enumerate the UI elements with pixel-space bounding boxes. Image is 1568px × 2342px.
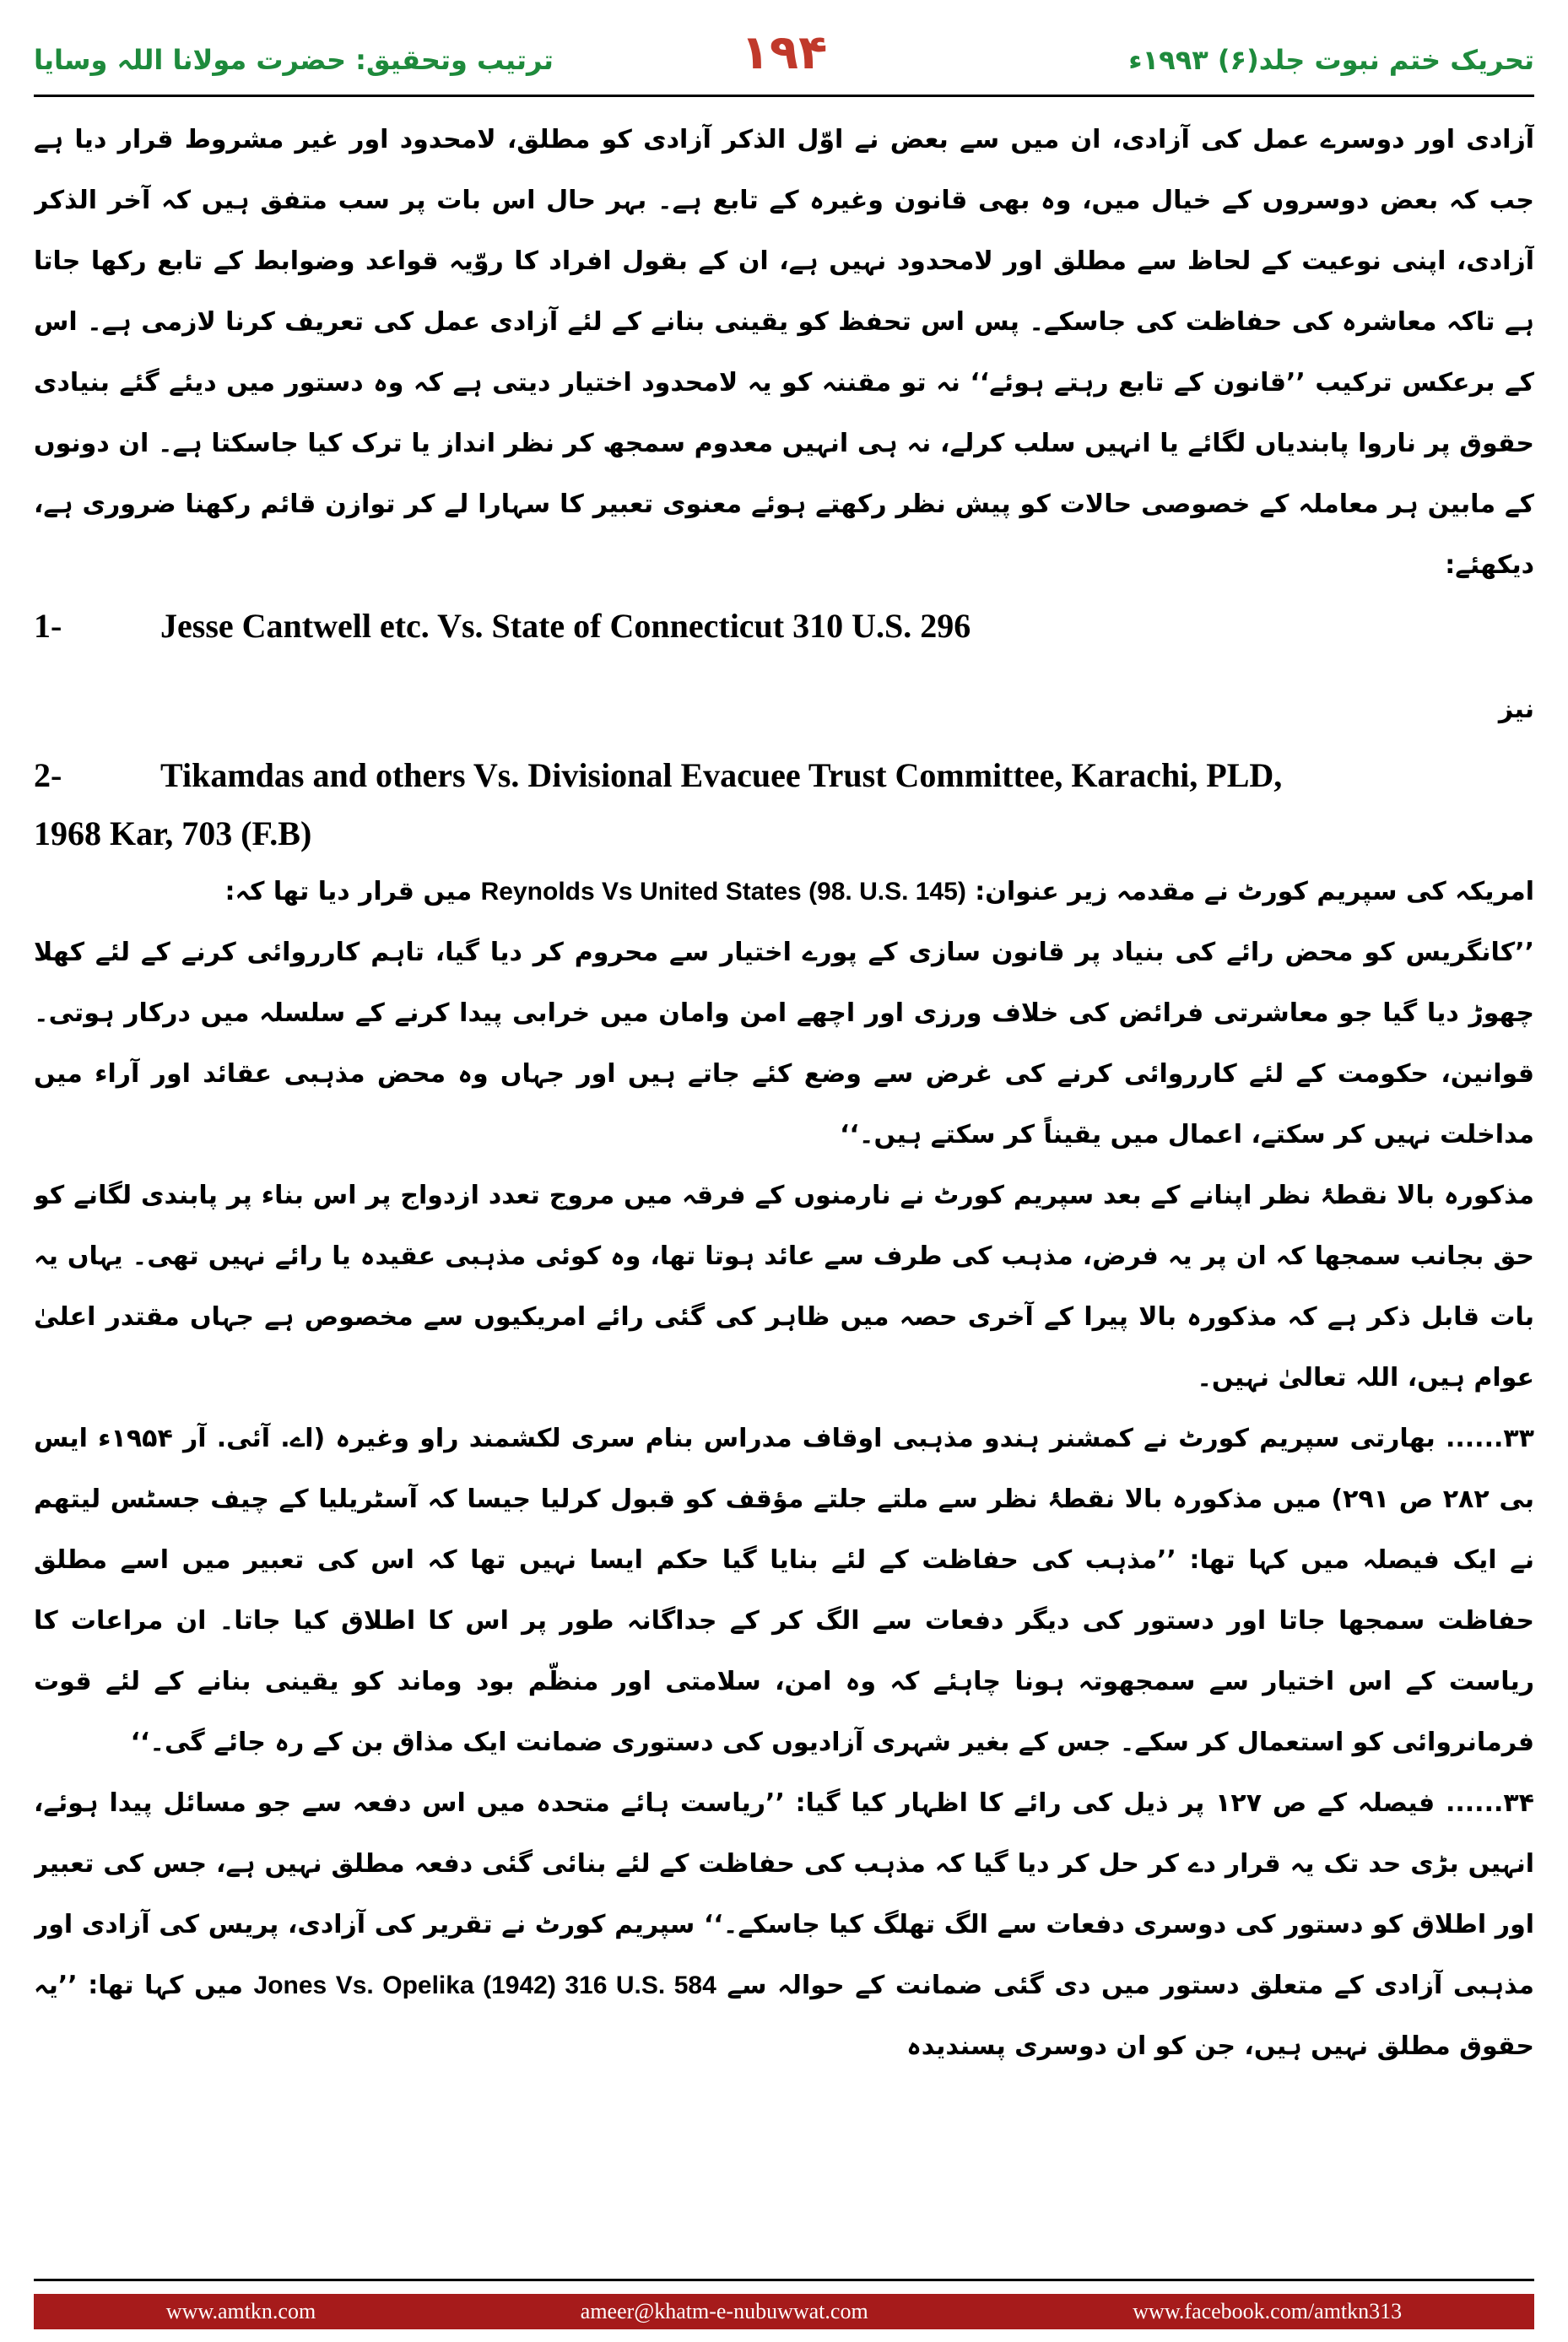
footer-website-link[interactable]: www.amtkn.com	[165, 2299, 316, 2323]
paragraph-33: ۳۳...... بھارتی سپریم کورٹ نے کمشنر ہندو مذہبی اوقاف مدراس بنام سری لکشمند راو وغیرہ (اے. آئی. آر ۱۹۵۴ء ایس بی ۲۸۲ ص ۲۹۱) میں مذکورہ بالا نقطۂ نظر سے ملتے جلتے مؤقف کو قبول کرلیا جیسا کہ آسٹریلیا کے چیف جسٹس لیتھم نے ایک فیصلہ میں کہا تھا: ’’مذہب کی حفاظت کے لئے بنایا گیا حکم ایسا نہیں تھا کہ اس کی تعبیر میں اسے مطلق حفاظت سمجھا جاتا اور دستور کی دیگر دفعات سے الگ کر کے جداگانہ طور پر اس کا اطلاق کیا جاتا۔ ان مراعات کا ریاست کے اس اختیار سے سمجھوتہ ہونا چاہئے کہ وہ امن، سلامتی اور منظّم بود وماند کو یقینی بنانے کے لئے قوت فرمانروائی کو استعمال کر سکے۔ جس کے بغیر شہری آزادیوں کی دستوری ضمانت ایک مذاق بن کے رہ جائے گی۔‘‘	[34, 1424, 1534, 1757]
footer-email-link[interactable]: ameer@khatm-e-nubuwwat.com	[580, 2299, 868, 2323]
book-title: تحریک ختم نبوت جلد(۶) ۱۹۹۳ء	[1128, 44, 1534, 76]
reference-2	[34, 755, 1534, 795]
reference-1-number: 1-	[34, 607, 62, 645]
paragraph-congress-quote: ’’کانگریس کو محض رائے کی بنیاد پر قانون سازی کے پورے اختیار سے محروم کر دیا گیا، تاہم کارروائی کرنے کے لئے کھلا چھوڑ دیا گیا جو معاشرتی فرائض کی خلاف ورزی اور اچھے امن وامان میں خرابی پیدا کرنے کے سلسلہ میں درکار ہوتی۔ قوانین، حکومت کے لئے کارروائی کرنے کی غرض سے وضع کئے جاتے ہیں اور جہاں وہ محض مذہبی عقائد اور آراء میں مداخلت نہیں کر سکتے، اعمال میں یقیناً کر سکتے ہیں۔‘‘	[34, 938, 1534, 1149]
compiler-credit: ترتیب وتحقیق: حضرت مولانا اللہ وسایا	[34, 44, 554, 76]
paragraph-34	[34, 1773, 1534, 2077]
footer-facebook-link[interactable]: www.facebook.com/amtkn313	[1133, 2299, 1403, 2323]
page-body	[34, 110, 1534, 2186]
reference-2-continuation: 1968 Kar, 703 (F.B)	[34, 814, 312, 852]
paragraph-34-outro: میں کہا تھا: ’’یہ حقوق مطلق نہیں ہیں، جن کو ان دوسری پسندیدہ	[34, 1971, 1534, 2061]
paragraph-reynolds	[34, 862, 1534, 922]
jones-case-name: Jones Vs. Opelika (1942) 316 U.S. 584	[253, 1971, 716, 1999]
reference-2-number: 2-	[34, 756, 62, 794]
page-number: ۱۹۴	[740, 25, 828, 80]
also-label: نیز	[1498, 695, 1534, 724]
reference-2-text: Tikamdas and others Vs. Divisional Evacuee Trust Committee, Karachi, PLD,	[160, 756, 1283, 794]
footer-divider	[34, 2279, 1534, 2281]
reference-1-text: Jesse Cantwell etc. Vs. State of Connecticut 310 U.S. 296	[160, 607, 971, 645]
paragraph-intro: آزادی اور دوسرے عمل کی آزادی، ان میں سے بعض نے اوّل الذکر آزادی کو مطلق، لامحدود اور غیر مشروط قرار دیا ہے جب کہ بعض دوسروں کے خیال میں، وہ بھی قانون وغیرہ کے تابع ہے۔ بہر حال اس بات پر سب متفق ہیں کہ آخر الذکر آزادی، اپنی نوعیت کے لحاظ سے مطلق اور لامحدود نہیں ہے، ان کے بقول افراد کا روّیہ قواعد وضوابط کے تابع رکھا جاتا ہے تاکہ معاشرہ کی حفاظت کی جاسکے۔ پس اس تحفظ کو یقینی بنانے کے لئے آزادی عمل کی تعریف کرنا لازمی ہے۔ اس کے برعکس ترکیب ’’قانون کے تابع رہتے ہوئے‘‘ نہ تو مقننہ کو یہ لامحدود اختیار دیتی ہے کہ وہ دستور میں دیئے گئے بنیادی حقوق پر ناروا پابندیاں لگائے یا انہیں سلب کرلے، نہ ہی انہیں معدوم سمجھ کر نظر انداز یا ترک کیا جاسکتا ہے۔ ان دونوں کے مابین ہر معاملہ کے خصوصی حالات کو پیش نظر رکھتے ہوئے معنوی تعبیر کا سہارا لے کر توازن قائم رکھنا ضروری ہے، دیکھئے:	[34, 125, 1534, 580]
paragraph-mormon: مذکورہ بالا نقطۂ نظر اپنانے کے بعد سپریم کورٹ نے نارمنوں کے فرقہ میں مروج تعدد ازدواج پر اس بناء پر پابندی لگانے کو حق بجانب سمجھا کہ ان پر یہ فرض، مذہب کی طرف سے عائد ہوتا تھا، وہ کوئی مذہبی عقیدہ یا رائے نہیں تھی۔ یہاں یہ بات قابل ذکر ہے کہ مذکورہ بالا پیرا کے آخری حصہ میں ظاہر کی گئی رائے امریکیوں سے مخصوص ہے جہاں مقتدر اعلیٰ عوام ہیں، اللہ تعالیٰ نہیں۔	[34, 1181, 1534, 1393]
page-header	[34, 25, 1534, 93]
header-divider	[34, 95, 1534, 97]
reynolds-intro: امریکہ کی سپریم کورٹ نے مقدمہ زیر عنوان:	[975, 877, 1534, 906]
reynolds-outro: میں قرار دیا تھا کہ:	[224, 877, 473, 906]
reynolds-case-name: Reynolds Vs United States (98. U.S. 145)	[480, 878, 966, 906]
page-footer	[34, 2294, 1534, 2329]
paragraph-34-text: ۳۴...... فیصلہ کے ص ۱۲۷ پر ذیل کی رائے کا اظہار کیا گیا: ’’ریاست ہائے متحدہ میں اس دفعہ سے جو مسائل پیدا ہوئے، انہیں بڑی حد تک یہ قرار دے کر حل کر دیا گیا کہ مذہب کی حفاظت کے لئے بنائی گئی دفعہ مطلق نہیں ہے، جس کی تعبیر اور اطلاق کو دستور کی دوسری دفعات سے الگ تھلگ کیا جاسکے۔‘‘ سپریم کورٹ نے تقریر کی آزادی، پریس کی آزادی اور مذہبی آزادی کے متعلق دستور میں دی گئی ضمانت کے حوالہ سے	[34, 1788, 1534, 2000]
reference-1	[34, 606, 1534, 646]
